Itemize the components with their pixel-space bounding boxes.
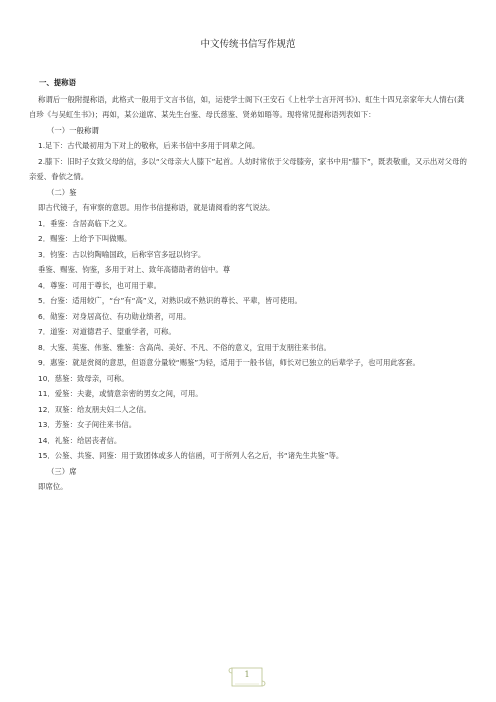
list-item: 3．钧鉴：古以钧陶喻国政，后称宰官多冠以钧字。 <box>38 249 206 259</box>
list-item: 2.膝下：旧时子女致父母的信，多以“父母亲大人膝下”起首。人幼时常依于父母膝旁，家书中用“膝下”，既表敬重，又示出对父母的亲爱、眷依之情。 <box>29 156 467 181</box>
list-item: 垂鉴、赐鉴、钧鉴，多用于对上、致年高德劭者的信中。尊 <box>38 265 231 274</box>
list-item: 2．赐鉴：上给予下叫做赐。 <box>38 234 132 243</box>
list-item: 7．道鉴：对道德君子、望重学者，可称。 <box>38 327 176 336</box>
section-heading: 一、提称语 <box>39 78 76 87</box>
subsection-heading: （三）席 <box>47 466 77 476</box>
list-item: 8．大鉴、英鉴、伟鉴、雅鉴：含高尚、美好、不凡、不俗的意义，宜用于友朋往来书信。 <box>38 342 331 352</box>
list-item: 13．芳鉴：女子间往来书信。 <box>38 420 137 429</box>
list-item: 1.足下：古代最初用为下对上的敬称，后来书信中多用于同辈之间。 <box>38 141 260 150</box>
list-item: 12．双鉴：给友朋夫妇二人之信。 <box>38 404 151 414</box>
list-item: 9．惠鉴：就是赏阅的意思，但语意分量较“赐鉴”为轻，适用于一般书信，师长对已独立的后辈学子，也可用此客套。 <box>38 358 420 367</box>
page-number: 1 <box>244 670 250 679</box>
paragraph: 即席位。 <box>38 482 68 491</box>
list-item: 1．垂鉴：含居高临下之义。 <box>38 218 132 228</box>
list-item: 6．勋鉴：对身居高位、有功勋业绩者，可用。 <box>38 311 191 321</box>
subsection-heading: （一）一般称谓 <box>47 125 99 135</box>
intro-paragraph: 称谓后一般附提称语，此格式一般用于文言书信，如，运使学士阁下(王安石《上杜学士言开河书》)、虹生十四兄亲家年大人情右(龚自珍《与吴虹生书》)；再如，某公道席、某先生台鉴、母氏慈鉴、贤弟如晤等。现将常见提称语列表如下： <box>29 94 465 119</box>
list-item: 15．公鉴、共鉴、同鉴：用于致团体或多人的信函，可于所列人名之后，书“诸先生共鉴”等。 <box>38 451 344 460</box>
list-item: 14．礼鉴：给居丧者信。 <box>38 435 122 445</box>
document-body <box>29 75 469 495</box>
list-item: 10．慈鉴：致母亲，可称。 <box>38 373 129 383</box>
paragraph: 即古代镜子，有审察的意思。用作书信提称语，就是请阅看的客气说法。 <box>38 203 275 212</box>
page-title: 中文传统书信写作规范 <box>200 39 296 50</box>
subsection-heading: （二）鉴 <box>47 187 77 197</box>
list-item: 4．尊鉴：可用于尊长，也可用于辈。 <box>38 280 161 290</box>
list-item: 5．台鉴：适用较广，“台”有“高”义，对熟识或不熟识的尊长、平辈，皆可使用。 <box>38 296 302 305</box>
page-footer <box>224 665 270 689</box>
list-item: 11．爱鉴：夫妻，或情意亲密的男女之间，可用。 <box>38 389 203 398</box>
